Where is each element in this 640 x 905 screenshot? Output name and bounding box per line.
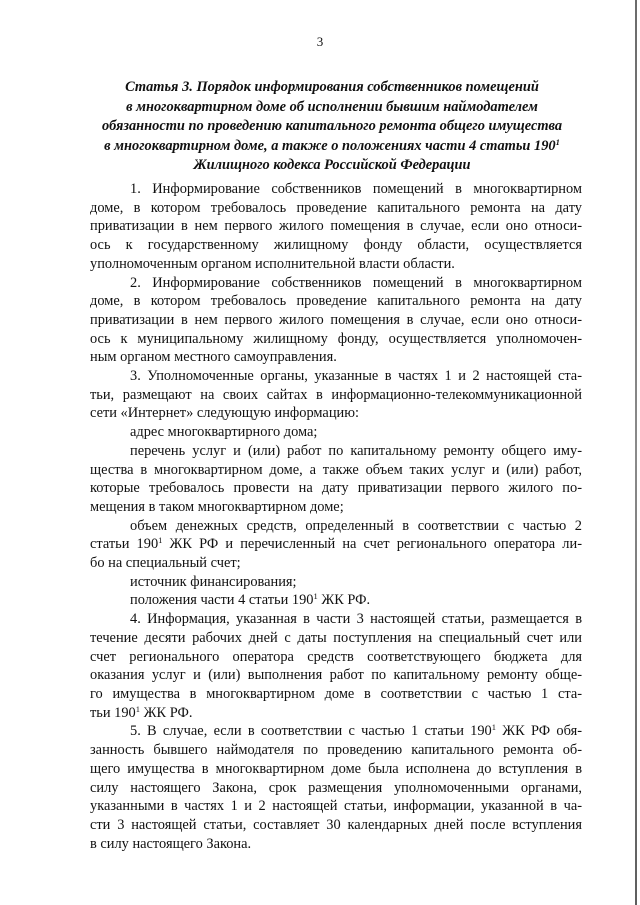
text-line: оказания услуг и (или) выполнения работ по капитальному ремонту обще- <box>90 667 582 684</box>
list-item-provisions <box>90 591 582 610</box>
list-item-services <box>90 442 582 517</box>
text-line: бо на специальный счет; <box>90 555 241 572</box>
text-line: перечень услуг и (или) работ по капитальному ремонту общего иму- <box>130 442 582 459</box>
article-heading <box>82 78 582 176</box>
text-line: сти 3 настоящей статьи, составляет 30 календарных дней после вступления <box>90 816 582 833</box>
text-line: силу настоящего Закона, срок размещения уполномоченными органами, <box>90 779 582 796</box>
list-item-address <box>90 423 582 442</box>
text-line: ось к государственному жилищному фонду области, осуществляется <box>90 237 582 254</box>
text-line: адрес многоквартирного дома; <box>130 424 318 441</box>
text-line: щества в многоквартирном доме, а также объем таких услуг и (или) работ, <box>90 461 582 478</box>
text-line: указанными в частях 1 и 2 настоящей статьи, информации, указанной в ча- <box>90 798 582 815</box>
heading-line-5: Жилищного кодекса Российской Федерации <box>193 157 471 174</box>
text-line: доме, в котором требовалось проведение капитального ремонта на дату <box>90 199 582 216</box>
text-line: ным органом местного самоуправления. <box>90 349 337 366</box>
text-fragment: ЖК РФ. <box>317 592 371 609</box>
paragraph-5 <box>90 722 582 853</box>
text-line <box>90 704 582 723</box>
text-line: ось к муниципальному жилищному фонду, осуществляется уполномочен- <box>90 330 582 347</box>
text-fragment: тьи 190 <box>90 704 136 721</box>
paragraph-1 <box>90 180 582 274</box>
text-line: тьи, размещают на своих сайтах в информационно-телекоммуникационной <box>90 386 582 403</box>
text-line: объем денежных средств, определенный в соответствии с частью 2 <box>130 517 582 534</box>
text-line: течение десяти рабочих дней с даты поступления на специальный счет или <box>90 629 582 646</box>
text-line <box>90 722 582 741</box>
superscript: 1 <box>158 535 163 546</box>
text-line: 1. Информирование собственников помещений в многоквартирном <box>130 181 582 197</box>
heading-line-4-text: в многоквартирном доме, а также о положениях части 4 статьи 190 <box>104 137 556 154</box>
text-line: уполномоченным органом исполнительной власти области. <box>90 255 455 272</box>
heading-line-1: Статья 3. Порядок информирования собственников помещений <box>125 79 539 95</box>
paragraph-2 <box>90 274 582 368</box>
text-fragment: ЖК РФ и перечисленный на счет регионального оператора ли- <box>162 536 582 553</box>
paragraph-4 <box>90 610 582 722</box>
text-line <box>90 591 582 610</box>
text-line: в силу настоящего Закона. <box>90 835 252 852</box>
text-fragment: 5. В случае, если в соответствии с частью 1 статьи 190 <box>130 723 492 740</box>
heading-line-2: в многоквартирном доме об исполнении бывшим наймодателем <box>126 98 538 115</box>
superscript: 1 <box>313 591 318 602</box>
text-line: счет регионального оператора средств соответствующего бюджета для <box>90 648 582 665</box>
list-item-source <box>90 573 582 592</box>
text-fragment: статьи 190 <box>90 536 159 553</box>
text-line: го имущества в многоквартирном доме в соответствии с частью 1 ста- <box>90 685 582 702</box>
text-line: 3. Уполномоченные органы, указанные в частях 1 и 2 настоящей ста- <box>130 368 582 385</box>
text-line: доме, в котором требовалось проведение капитального ремонта на дату <box>90 293 582 310</box>
text-line: сети «Интернет» следующую информацию: <box>90 405 359 422</box>
text-line: 2. Информирование собственников помещений в многоквартирном <box>130 274 582 291</box>
superscript: 1 <box>135 703 140 714</box>
text-line: 4. Информация, указанная в части 3 настоящей статьи, размещается в <box>130 611 582 628</box>
text-fragment: положения части 4 статьи 190 <box>130 592 314 609</box>
text-line: приватизации в нем первого жилого помещения в случае, если оно относи- <box>90 218 582 235</box>
text-line: щего имущества в многоквартирном доме была исполнена до вступления в <box>90 760 582 777</box>
heading-line-3: обязанности по проведению капитального ремонта общего имущества <box>101 118 563 135</box>
page-number: 3 <box>316 34 324 49</box>
text-fragment: ЖК РФ. <box>140 704 193 721</box>
text-line: источник финансирования; <box>130 573 297 590</box>
text-fragment: ЖК РФ обя- <box>496 723 582 740</box>
text-line <box>90 535 582 554</box>
heading-line-4 <box>82 137 582 157</box>
scan-edge-shadow <box>635 0 637 905</box>
text-line: мещения в таком многоквартирном доме; <box>90 498 344 515</box>
text-line: которые требовалось провести на дату приватизации первого жилого по- <box>90 480 582 497</box>
text-line: приватизации в нем первого жилого помещения в случае, если оно относи- <box>90 311 582 328</box>
article-body <box>90 180 582 853</box>
superscript: 1 <box>491 722 496 733</box>
paragraph-3 <box>90 367 582 423</box>
list-item-funds <box>90 517 582 573</box>
heading-superscript: 1 <box>555 136 560 147</box>
text-line: занность бывшего наймодателя по проведению капитального ремонта об- <box>90 742 582 759</box>
